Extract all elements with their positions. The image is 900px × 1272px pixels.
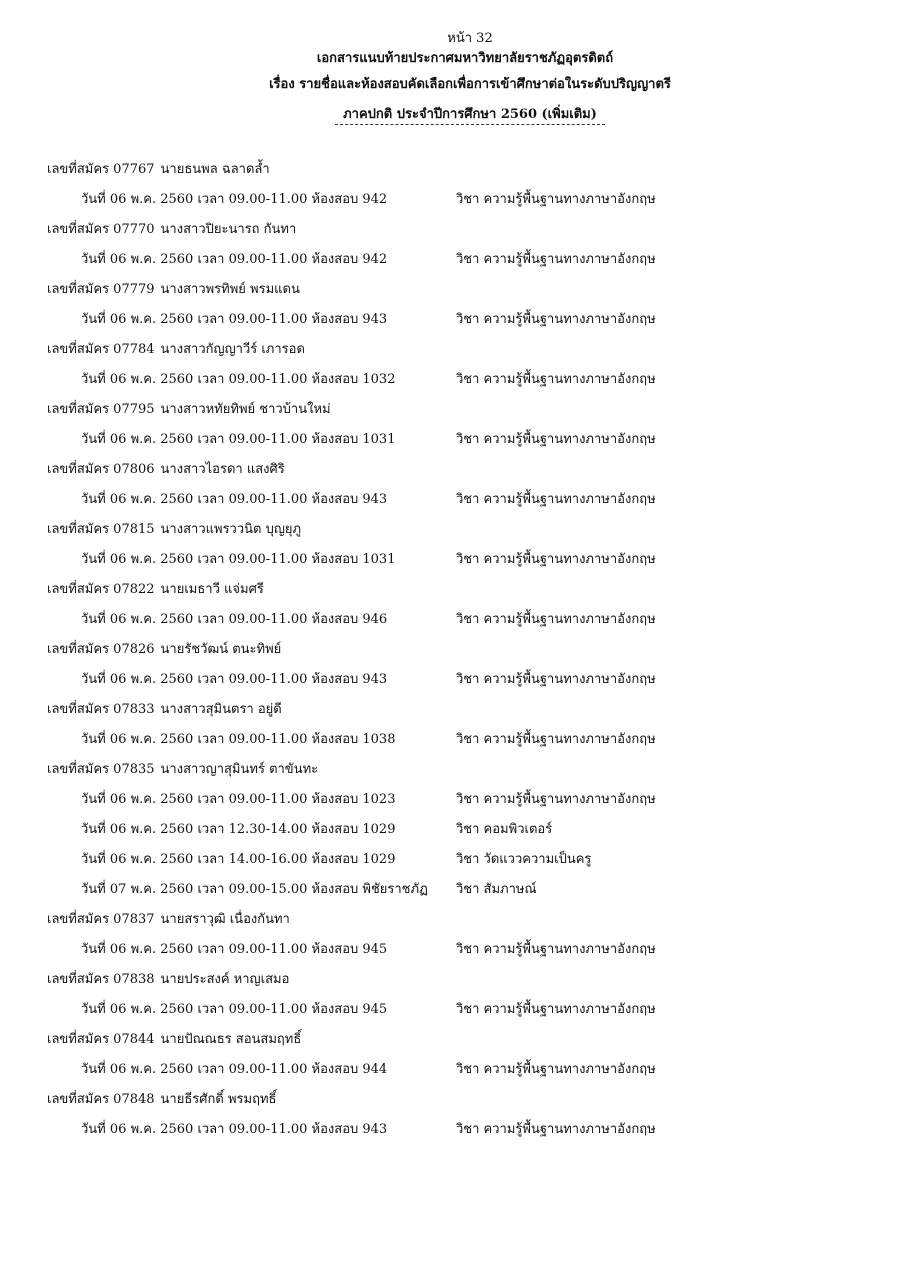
applicant-header-row <box>47 275 867 305</box>
exam-subject: วิชา ความรู้พื้นฐานทางภาษาอังกฤษ <box>456 732 656 747</box>
exam-subject: วิชา ความรู้พื้นฐานทางภาษาอังกฤษ <box>456 1122 656 1137</box>
applicant-list <box>47 155 867 1145</box>
applicant-name: นายปัณณธร สอนสมฤทธิ์ <box>160 1032 302 1047</box>
applicant-name: นายประสงค์ หาญเสมอ <box>160 972 290 987</box>
exam-date-time-room: วันที่ 06 พ.ค. 2560 เวลา 09.00-11.00 ห้องสอบ 1031 <box>81 432 396 447</box>
applicant-header-row <box>47 755 867 785</box>
exam-subject: วิชา ความรู้พื้นฐานทางภาษาอังกฤษ <box>456 942 656 957</box>
applicant-header-row <box>47 395 867 425</box>
exam-subject: วิชา ความรู้พื้นฐานทางภาษาอังกฤษ <box>456 252 656 267</box>
application-number: เลขที่สมัคร 07784 <box>47 342 155 357</box>
exam-subject: วิชา ความรู้พื้นฐานทางภาษาอังกฤษ <box>456 192 656 207</box>
exam-schedule-row <box>47 245 867 275</box>
exam-subject: วิชา สัมภาษณ์ <box>456 882 537 897</box>
applicant-header-row <box>47 1025 867 1055</box>
exam-subject: วิชา ความรู้พื้นฐานทางภาษาอังกฤษ <box>456 552 656 567</box>
application-number: เลขที่สมัคร 07835 <box>47 762 155 777</box>
exam-schedule-row <box>47 815 867 845</box>
exam-date-time-room: วันที่ 06 พ.ค. 2560 เวลา 09.00-11.00 ห้องสอบ 943 <box>81 312 388 327</box>
application-number: เลขที่สมัคร 07779 <box>47 282 155 297</box>
exam-date-time-room: วันที่ 07 พ.ค. 2560 เวลา 09.00-15.00 ห้องสอบ พิชัยราชภัฏ <box>81 882 428 897</box>
applicant-name: นายสราวุฒิ เนื่องกันทา <box>160 912 290 927</box>
application-number: เลขที่สมัคร 07815 <box>47 522 155 537</box>
page-number: หน้า 32 <box>447 31 493 46</box>
applicant-header-row <box>47 635 867 665</box>
exam-date-time-room: วันที่ 06 พ.ค. 2560 เวลา 09.00-11.00 ห้องสอบ 943 <box>81 672 388 687</box>
exam-schedule-row <box>47 1055 867 1085</box>
applicant-header-row <box>47 575 867 605</box>
header-divider <box>335 124 605 125</box>
applicant-header-row <box>47 905 867 935</box>
exam-subject: วิชา ความรู้พื้นฐานทางภาษาอังกฤษ <box>456 432 656 447</box>
application-number: เลขที่สมัคร 07822 <box>47 582 155 597</box>
exam-schedule-row <box>47 1115 867 1145</box>
exam-subject: วิชา ความรู้พื้นฐานทางภาษาอังกฤษ <box>456 1062 656 1077</box>
applicant-name: นายธีรศักดิ์ พรมฤทธิ์ <box>160 1092 277 1107</box>
exam-date-time-room: วันที่ 06 พ.ค. 2560 เวลา 09.00-11.00 ห้องสอบ 943 <box>81 492 388 507</box>
applicant-name: นางสาวไอรดา แสงศิริ <box>160 462 285 477</box>
exam-schedule-row <box>47 485 867 515</box>
exam-subject: วิชา วัดแววความเป็นครู <box>456 852 592 867</box>
exam-schedule-row <box>47 365 867 395</box>
application-number: เลขที่สมัคร 07838 <box>47 972 155 987</box>
applicant-name: นางสาวญาสุมินทร์ ตาขันทะ <box>160 762 319 777</box>
applicant-name: นางสาวแพรววนิต บุญยุภู <box>160 522 302 537</box>
exam-date-time-room: วันที่ 06 พ.ค. 2560 เวลา 09.00-11.00 ห้องสอบ 943 <box>81 1122 388 1137</box>
application-number: เลขที่สมัคร 07795 <box>47 402 155 417</box>
exam-subject: วิชา คอมพิวเตอร์ <box>456 822 553 837</box>
applicant-header-row <box>47 335 867 365</box>
exam-date-time-room: วันที่ 06 พ.ค. 2560 เวลา 09.00-11.00 ห้องสอบ 1023 <box>81 792 396 807</box>
document-header <box>0 30 900 131</box>
exam-subject: วิชา ความรู้พื้นฐานทางภาษาอังกฤษ <box>456 672 656 687</box>
exam-schedule-row <box>47 845 867 875</box>
applicant-name: นายเมธาวี แจ่มศรี <box>160 582 264 597</box>
applicant-name: นายรัชวัฒน์ ตนะทิพย์ <box>160 642 282 657</box>
exam-subject: วิชา ความรู้พื้นฐานทางภาษาอังกฤษ <box>456 492 656 507</box>
applicant-name: นางสาวกัญญาวีร์ เภารอด <box>160 342 305 357</box>
exam-subject: วิชา ความรู้พื้นฐานทางภาษาอังกฤษ <box>456 792 656 807</box>
exam-schedule-row <box>47 665 867 695</box>
applicant-header-row <box>47 515 867 545</box>
applicant-name: นางสาวหทัยทิพย์ ชาวบ้านใหม่ <box>160 402 331 417</box>
exam-subject: วิชา ความรู้พื้นฐานทางภาษาอังกฤษ <box>456 312 656 327</box>
applicant-header-row <box>47 1085 867 1115</box>
applicant-name: นางสาวปิยะนารถ กันทา <box>160 222 297 237</box>
exam-date-time-room: วันที่ 06 พ.ค. 2560 เวลา 12.30-14.00 ห้องสอบ 1029 <box>81 822 396 837</box>
application-number: เลขที่สมัคร 07806 <box>47 462 155 477</box>
exam-schedule-row <box>47 785 867 815</box>
exam-date-time-room: วันที่ 06 พ.ค. 2560 เวลา 09.00-11.00 ห้องสอบ 945 <box>81 942 388 957</box>
announcement-title: เอกสารแนบท้ายประกาศมหาวิทยาลัยราชภัฏอุตรดิตถ์ <box>316 51 614 66</box>
application-number: เลขที่สมัคร 07848 <box>47 1092 155 1107</box>
applicant-header-row <box>47 215 867 245</box>
exam-schedule-row <box>47 605 867 635</box>
application-number: เลขที่สมัคร 07826 <box>47 642 155 657</box>
exam-date-time-room: วันที่ 06 พ.ค. 2560 เวลา 14.00-16.00 ห้องสอบ 1029 <box>81 852 396 867</box>
application-number: เลขที่สมัคร 07767 <box>47 162 155 177</box>
applicant-name: นายธนพล ฉลาดล้ำ <box>160 162 270 177</box>
application-number: เลขที่สมัคร 07770 <box>47 222 155 237</box>
exam-subject: วิชา ความรู้พื้นฐานทางภาษาอังกฤษ <box>456 1002 656 1017</box>
exam-subject: วิชา ความรู้พื้นฐานทางภาษาอังกฤษ <box>456 612 656 627</box>
applicant-header-row <box>47 965 867 995</box>
announcement-term: ภาคปกติ ประจำปีการศึกษา 2560 (เพิ่มเติม) <box>343 107 597 122</box>
exam-date-time-room: วันที่ 06 พ.ค. 2560 เวลา 09.00-11.00 ห้องสอบ 1038 <box>81 732 396 747</box>
exam-schedule-row <box>47 425 867 455</box>
exam-schedule-row <box>47 935 867 965</box>
application-number: เลขที่สมัคร 07844 <box>47 1032 155 1047</box>
exam-schedule-row <box>47 305 867 335</box>
exam-schedule-row <box>47 185 867 215</box>
exam-date-time-room: วันที่ 06 พ.ค. 2560 เวลา 09.00-11.00 ห้องสอบ 946 <box>81 612 388 627</box>
exam-schedule-row <box>47 875 867 905</box>
exam-schedule-row <box>47 725 867 755</box>
exam-date-time-room: วันที่ 06 พ.ค. 2560 เวลา 09.00-11.00 ห้องสอบ 942 <box>81 252 388 267</box>
announcement-subject: เรื่อง รายชื่อและห้องสอบคัดเลือกเพื่อการเข้าศึกษาต่อในระดับปริญญาตรี <box>269 77 671 92</box>
exam-date-time-room: วันที่ 06 พ.ค. 2560 เวลา 09.00-11.00 ห้องสอบ 1032 <box>81 372 396 387</box>
applicant-header-row <box>47 155 867 185</box>
exam-date-time-room: วันที่ 06 พ.ค. 2560 เวลา 09.00-11.00 ห้องสอบ 942 <box>81 192 388 207</box>
exam-subject: วิชา ความรู้พื้นฐานทางภาษาอังกฤษ <box>456 372 656 387</box>
applicant-header-row <box>47 455 867 485</box>
exam-date-time-room: วันที่ 06 พ.ค. 2560 เวลา 09.00-11.00 ห้องสอบ 945 <box>81 1002 388 1017</box>
exam-date-time-room: วันที่ 06 พ.ค. 2560 เวลา 09.00-11.00 ห้องสอบ 944 <box>81 1062 388 1077</box>
exam-date-time-room: วันที่ 06 พ.ค. 2560 เวลา 09.00-11.00 ห้องสอบ 1031 <box>81 552 396 567</box>
exam-schedule-row <box>47 995 867 1025</box>
application-number: เลขที่สมัคร 07837 <box>47 912 155 927</box>
applicant-name: นางสาวพรทิพย์ พรมแดน <box>160 282 300 297</box>
applicant-name: นางสาวสุมินตรา อยู่ดี <box>160 702 282 717</box>
exam-schedule-row <box>47 545 867 575</box>
applicant-header-row <box>47 695 867 725</box>
application-number: เลขที่สมัคร 07833 <box>47 702 155 717</box>
